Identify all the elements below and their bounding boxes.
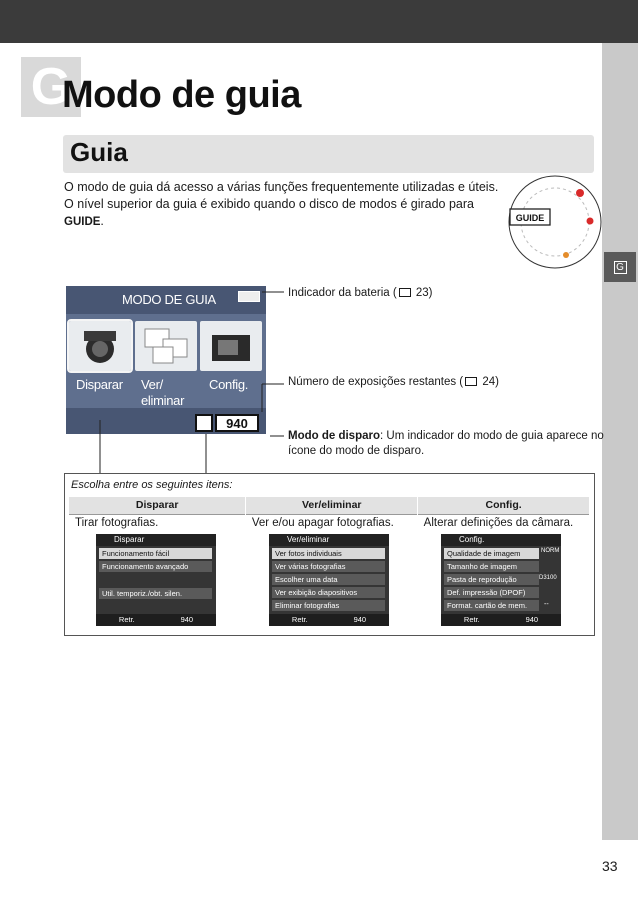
label-ver: Ver/ (141, 377, 163, 392)
menu-header: Config. (441, 534, 561, 546)
book-icon (465, 377, 477, 386)
photos-icon (135, 321, 197, 371)
exposures-callout (288, 375, 499, 390)
top-bar (0, 0, 638, 43)
chapter-icon: G (21, 57, 81, 117)
quality-value: NORM (541, 548, 560, 554)
section-title: Guia (70, 137, 128, 167)
mode-dial-icon (506, 173, 604, 271)
table-caption: Escolha entre os seguintes itens: (71, 479, 233, 491)
back-label: Retr. (118, 615, 135, 624)
battery-callout (288, 286, 433, 301)
menu-item[interactable]: Ver várias fotografias (272, 561, 385, 572)
cell-disparar: Tirar fotografias. (69, 514, 246, 532)
battery-icon (238, 291, 260, 302)
intro-line-3 (64, 213, 509, 231)
menu-item[interactable]: Funcionamento avançado (99, 561, 212, 572)
menu-item[interactable]: Eliminar fotografias (272, 600, 385, 611)
format-value: -- (544, 601, 549, 608)
guide-word: GUIDE (64, 216, 101, 228)
header-disparar: Disparar (69, 497, 246, 514)
menu-footer (441, 614, 561, 626)
chapter-tab-letter: G (614, 261, 627, 274)
menu-item[interactable]: Escolher uma data (272, 574, 385, 585)
cell-ver: Ver e/ou apagar fotografias. (246, 514, 418, 532)
menu-item[interactable]: Ver fotos individuais (272, 548, 385, 559)
menu-footer (96, 614, 216, 626)
menu-item[interactable]: Ver exibição diapositivos (272, 587, 385, 598)
back-label: Retr. (291, 615, 308, 624)
page-number: 33 (602, 858, 618, 874)
dial-label: GUIDE (515, 213, 545, 223)
menu-item[interactable]: Qualidade de imagem (444, 548, 539, 559)
chapter-tab[interactable] (604, 252, 636, 282)
menu-item[interactable]: Def. impressão (DPOF) (444, 587, 539, 598)
setup-tile[interactable] (200, 321, 262, 371)
footer-count: 940 (353, 615, 367, 624)
options-table (69, 497, 590, 532)
exposures-callout-ref: 24) (479, 376, 499, 388)
screen-title: MODO DE GUIA (122, 292, 216, 307)
label-eliminar: eliminar (141, 393, 185, 408)
camera-back-icon (200, 321, 262, 371)
view-menu-screen (269, 534, 389, 626)
menu-item[interactable]: Format. cartão de mem. (444, 600, 539, 611)
footer-count: 940 (180, 615, 194, 624)
mode-callout (288, 429, 604, 459)
header-config: Config. (418, 497, 590, 514)
label-config: Config. (209, 377, 249, 392)
mode-callout-label: Modo de disparo (288, 430, 380, 442)
table-row (69, 514, 590, 532)
intro-line-1: O modo de guia dá acesso a várias funções frequentemente utilizadas e úteis. (64, 180, 499, 194)
view-tile[interactable] (135, 321, 197, 371)
chapter-title: Modo de guia (62, 74, 301, 116)
guide-mode-icon (195, 414, 213, 432)
back-label: Retr. (463, 615, 480, 624)
menu-item[interactable]: Util. temporiz./obt. silen. (99, 588, 212, 599)
setup-menu-screen (441, 534, 561, 626)
shoot-menu-screen (96, 534, 216, 626)
camera-photo-icon (69, 321, 131, 371)
footer-count: 940 (525, 615, 539, 624)
menu-header: Disparar (96, 534, 216, 546)
intro-line-2: O nível superior da guia é exibido quando o disco de modos é girado para (64, 197, 474, 211)
battery-callout-text: Indicador da bateria ( (288, 287, 397, 299)
intro-end: . (100, 214, 104, 228)
exposures-callout-text: Número de exposições restantes ( (288, 376, 464, 388)
guide-menu-screen (66, 286, 266, 434)
menu-item[interactable]: Pasta de reprodução (444, 574, 539, 585)
mode-callout-line2: ícone do modo de disparo. (288, 445, 425, 457)
menu-item[interactable]: Tamanho de imagem (444, 561, 539, 572)
section-bar (63, 135, 594, 173)
battery-callout-ref: 23) (412, 287, 433, 299)
exposure-counter (195, 414, 263, 434)
header-ver: Ver/eliminar (246, 497, 418, 514)
intro-paragraph (64, 179, 509, 231)
chapter-rail (602, 43, 638, 840)
menu-footer (269, 614, 389, 626)
menu-header: Ver/eliminar (269, 534, 389, 546)
folder-value: D3100 (539, 575, 557, 581)
exposure-count: 940 (215, 414, 259, 432)
menu-item[interactable]: Funcionamento fácil (99, 548, 212, 559)
label-disparar: Disparar (76, 377, 123, 392)
shoot-tile[interactable] (69, 321, 131, 371)
mode-callout-text: : Um indicador do modo de guia aparece no (380, 430, 604, 442)
cell-config: Alterar definições da câmara. (418, 514, 590, 532)
book-icon (399, 288, 411, 297)
